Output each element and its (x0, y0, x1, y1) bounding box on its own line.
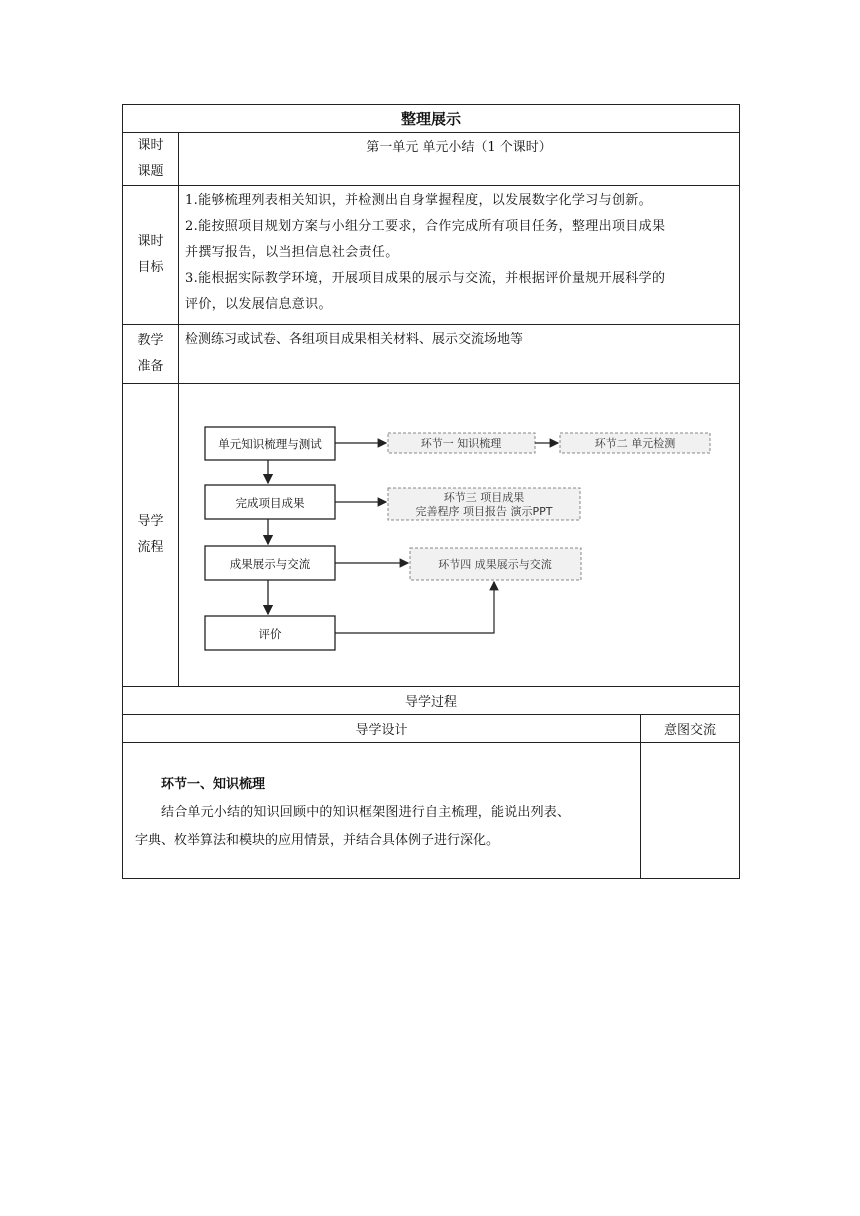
table-title: 整理展示 (123, 105, 740, 133)
label-line: 教学 (137, 333, 164, 348)
guide-flow-row (123, 384, 740, 687)
lesson-goals-content (179, 186, 740, 325)
teaching-prep-label (123, 325, 179, 384)
paragraph-line: 结合单元小结的知识回顾中的知识框架图进行自主梳理，能说出列表、 (161, 805, 571, 820)
teaching-prep-value: 检测练习或试卷、各组项目成果相关材料、展示交流场地等 (179, 325, 740, 384)
step-label-evaluation: 评价 (258, 627, 282, 641)
goal-line: 1.能够梳理列表相关知识，并检测出自身掌握程度，以发展数字化学习与创新。 (185, 193, 653, 208)
label-line: 准备 (137, 359, 164, 374)
process-heading-row (123, 687, 740, 715)
process-heading: 导学过程 (123, 687, 740, 715)
lesson-plan-table (122, 104, 740, 879)
goal-line: 并撰写报告，以当担信息社会责任。 (185, 245, 399, 260)
process-content-row (123, 743, 740, 879)
teaching-prep-row (123, 325, 740, 384)
label-line: 导学 (137, 514, 164, 529)
guide-flow-label (123, 384, 179, 687)
goal-line: 评价，以发展信息意识。 (185, 297, 332, 312)
goal-line: 2.能按照项目规划方案与小组分工要求，合作完成所有项目任务，整理出项目成果 (185, 219, 666, 234)
goal-line: 3.能根据实际教学环境，开展项目成果的展示与交流，并根据评价量规开展科学的 (185, 271, 666, 286)
stage-label-4: 环节四 成果展示与交流 (438, 558, 552, 571)
label-line: 课时 (137, 234, 164, 249)
lesson-goals-row (123, 186, 740, 325)
design-column-header: 导学设计 (123, 715, 641, 743)
flowchart-cell (179, 384, 740, 687)
intent-content (641, 743, 740, 879)
design-content (123, 743, 641, 879)
lesson-topic-value: 第一单元 单元小结（1 个课时） (179, 133, 740, 186)
title-row (123, 105, 740, 133)
step-label-knowledge-review: 单元知识梳理与测试 (218, 437, 322, 451)
step-label-project-result: 完成项目成果 (235, 496, 305, 510)
paragraph-line: 字典、枚举算法和模块的应用情景，并结合具体例子进行深化。 (135, 833, 500, 848)
lesson-goals-label (123, 186, 179, 325)
stage-label-1: 环节一 知识梳理 (420, 437, 502, 450)
process-columns-row (123, 715, 740, 743)
step-label-showcase: 成果展示与交流 (229, 557, 311, 571)
label-line: 目标 (137, 260, 164, 275)
stage-label-3-line2: 完善程序 项目报告 演示PPT (415, 505, 553, 518)
stage-label-3-line1: 环节三 项目成果 (443, 491, 525, 504)
label-line: 课时 (137, 138, 164, 153)
flowchart-diagram (179, 385, 739, 685)
section-title: 环节一、知识梳理 (161, 777, 266, 792)
label-line: 课题 (137, 164, 164, 179)
lesson-topic-row (123, 133, 740, 186)
lesson-topic-label (123, 133, 179, 186)
intent-column-header: 意图交流 (641, 715, 740, 743)
label-line: 流程 (137, 540, 164, 555)
arrow-evaluation-to-stage4 (335, 582, 494, 633)
stage-label-2: 环节二 单元检测 (594, 437, 676, 450)
